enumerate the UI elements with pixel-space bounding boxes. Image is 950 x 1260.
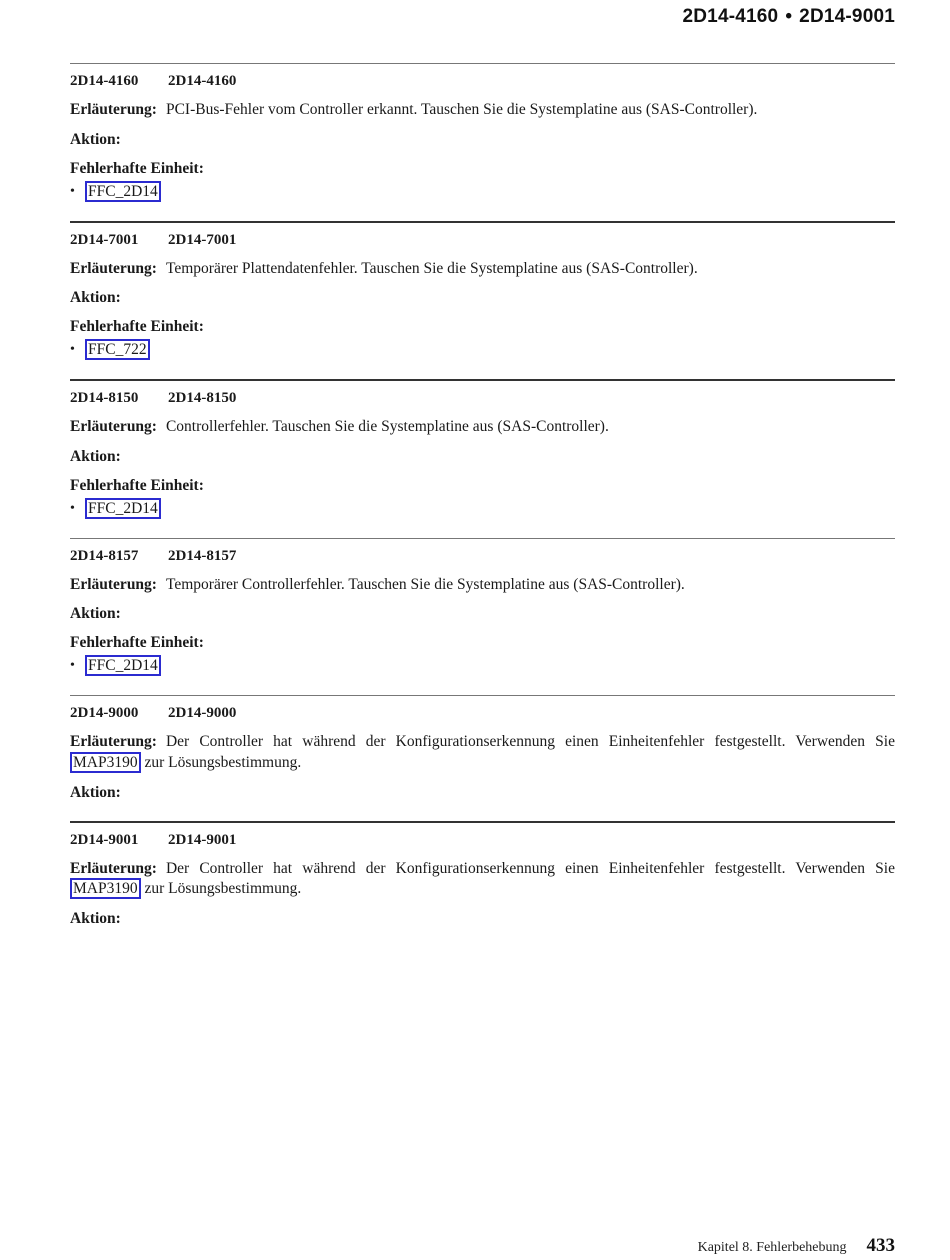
explanation bbox=[70, 417, 895, 437]
explanation-label: Erläuterung: bbox=[70, 259, 157, 277]
main-content bbox=[70, 63, 895, 928]
explanation-text: Controllerfehler. Tauschen Sie die Systemplatine aus (SAS-Controller). bbox=[165, 418, 609, 435]
explanation-label: Erläuterung: bbox=[70, 418, 157, 435]
explanation bbox=[70, 575, 895, 595]
explanation bbox=[70, 100, 895, 120]
units-label: Fehlerhafte Einheit: bbox=[70, 476, 204, 494]
ffc-link[interactable]: FFC_2D14 bbox=[85, 655, 161, 676]
entry-heading bbox=[70, 546, 895, 566]
explanation-label: Erläuterung: bbox=[70, 101, 157, 118]
error-code-repeat: 2D14-8150 bbox=[168, 390, 237, 406]
explanation-text: Temporärer Controllerfehler. Tauschen Sie die Systemplatine aus (SAS-Controller). bbox=[165, 575, 685, 593]
map-link[interactable]: MAP3190 bbox=[70, 878, 141, 899]
error-code-repeat: 2D14-4160 bbox=[168, 73, 237, 89]
entry-heading bbox=[70, 71, 895, 91]
action-label: Aktion: bbox=[70, 289, 121, 306]
error-entry-2d14-9000 bbox=[70, 695, 895, 821]
error-entry-2d14-8157 bbox=[70, 538, 895, 696]
error-entry-2d14-4160 bbox=[70, 63, 895, 221]
bullet-icon: • bbox=[70, 342, 75, 357]
error-code: 2D14-4160 bbox=[70, 73, 139, 89]
units-list bbox=[70, 655, 895, 676]
explanation-text: PCI-Bus-Fehler vom Controller erkannt. Tauschen Sie die Systemplatine aus (SAS-Controller). bbox=[165, 101, 758, 118]
error-code: 2D14-9001 bbox=[70, 831, 139, 848]
action-label: Aktion: bbox=[70, 783, 121, 801]
bullet-icon: • bbox=[70, 658, 75, 673]
page-footer bbox=[698, 1235, 895, 1257]
error-code: 2D14-9000 bbox=[70, 705, 139, 721]
error-code: 2D14-8150 bbox=[70, 390, 139, 406]
units-list bbox=[70, 339, 895, 360]
action-label: Aktion: bbox=[70, 130, 121, 148]
entry-heading bbox=[70, 230, 895, 250]
error-entry-2d14-7001 bbox=[70, 221, 895, 380]
explanation bbox=[70, 859, 895, 900]
ffc-link[interactable]: FFC_722 bbox=[85, 339, 150, 360]
ffc-link[interactable]: FFC_2D14 bbox=[85, 498, 161, 519]
error-code: 2D14-7001 bbox=[70, 231, 139, 248]
explanation-label: Erläuterung: bbox=[70, 733, 157, 750]
header-separator: • bbox=[785, 6, 793, 27]
error-code-repeat: 2D14-9000 bbox=[168, 705, 237, 721]
entry-heading bbox=[70, 388, 895, 408]
chapter-title: Kapitel 8. Fehlerbehebung bbox=[697, 1240, 847, 1255]
units-list bbox=[70, 181, 895, 202]
list-item bbox=[70, 655, 895, 676]
error-entry-2d14-9001 bbox=[70, 821, 895, 929]
error-code-repeat: 2D14-7001 bbox=[168, 231, 237, 248]
explanation-text: Temporärer Plattendatenfehler. Tauschen Sie die Systemplatine aus (SAS-Controller). bbox=[165, 259, 698, 277]
explanation-label: Erläuterung: bbox=[70, 575, 157, 593]
explanation-text: Der Controller hat während der Konfigurationserkennung einen Einheitenfehler festgestellt. Verwenden Sie bbox=[165, 733, 895, 750]
error-code: 2D14-8157 bbox=[70, 547, 139, 564]
header-right-code: 2D14-9001 bbox=[799, 6, 895, 27]
list-item bbox=[70, 181, 895, 202]
units-list bbox=[70, 498, 895, 519]
action-label: Aktion: bbox=[70, 605, 121, 622]
explanation-text-end: zur Lösungsbestimmung. bbox=[144, 880, 302, 897]
bullet-icon: • bbox=[70, 183, 75, 199]
explanation-text-end: zur Lösungsbestimmung. bbox=[144, 753, 302, 771]
error-entry-2d14-8150 bbox=[70, 379, 895, 538]
action-label: Aktion: bbox=[70, 910, 121, 927]
error-code-repeat: 2D14-8157 bbox=[168, 547, 237, 564]
explanation-text: Der Controller hat während der Konfigurationserkennung einen Einheitenfehler festgestellt. Verwenden Sie bbox=[165, 859, 895, 877]
units-label: Fehlerhafte Einheit: bbox=[70, 634, 204, 651]
explanation bbox=[70, 259, 895, 279]
explanation bbox=[70, 732, 895, 773]
entry-heading bbox=[70, 830, 895, 850]
list-item bbox=[70, 498, 895, 519]
explanation-label: Erläuterung: bbox=[70, 859, 157, 877]
ffc-link[interactable]: FFC_2D14 bbox=[85, 181, 161, 202]
map-link[interactable]: MAP3190 bbox=[70, 752, 141, 773]
units-label: Fehlerhafte Einheit: bbox=[70, 318, 204, 335]
list-item bbox=[70, 339, 895, 360]
units-label: Fehlerhafte Einheit: bbox=[70, 159, 204, 177]
bullet-icon: • bbox=[70, 500, 75, 516]
running-header bbox=[682, 6, 895, 28]
page-number: 433 bbox=[866, 1235, 895, 1256]
entry-heading bbox=[70, 703, 895, 723]
header-left-code: 2D14-4160 bbox=[682, 6, 779, 27]
error-code-repeat: 2D14-9001 bbox=[168, 831, 237, 848]
action-label: Aktion: bbox=[70, 447, 121, 465]
